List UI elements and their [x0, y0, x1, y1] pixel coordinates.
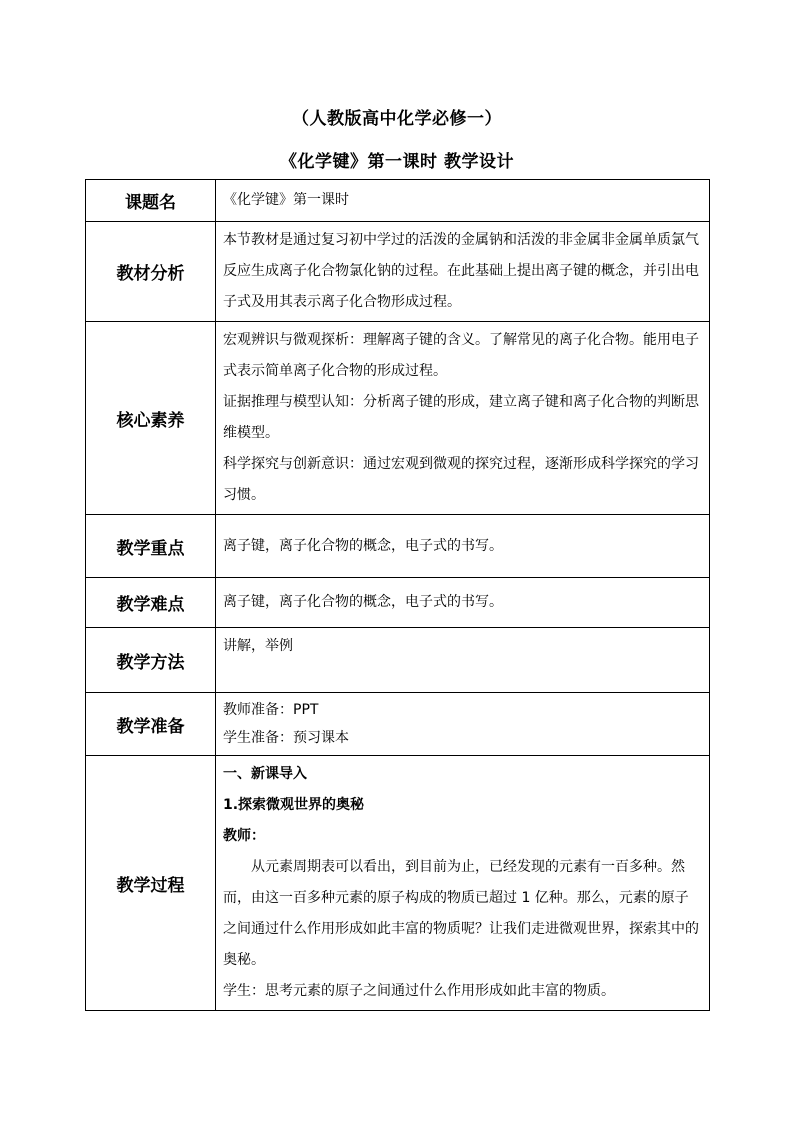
row-analysis [86, 222, 710, 322]
key-points-value: 离子键，离子化合物的概念，电子式的书写。 [216, 515, 710, 578]
document-subtitle: （人教版高中化学必修一） [292, 109, 502, 129]
student-preparation: 学生准备：预习课本 [223, 730, 349, 746]
row-process [86, 756, 710, 1011]
topic-label: 课题名 [86, 180, 216, 222]
student-response: 学生：思考元素的原子之间通过什么作用形成如此丰富的物质。 [223, 983, 615, 999]
difficulties-value: 离子键，离子化合物的概念，电子式的书写。 [216, 578, 710, 628]
row-preparation [86, 693, 710, 756]
row-topic [86, 180, 710, 222]
literacy-label: 核心素养 [86, 322, 216, 515]
lesson-plan-table [85, 179, 710, 1011]
analysis-value: 本节教材是通过复习初中学过的活泼的金属钠和活泼的非金属非金属单质氯气反应生成离子化合物氯化钠的过程。在此基础上提出离子键的概念，并引出电子式及用其表示离子化合物形成过程。 [216, 222, 710, 322]
process-label: 教学过程 [86, 756, 216, 1011]
literacy-paragraph-3: 科学探究与创新意识：通过宏观到微观的探究过程，逐渐形成科学探究的学习习惯。 [223, 456, 699, 503]
topic-value: 《化学键》第一课时 [216, 180, 710, 222]
teacher-preparation: 教师准备：PPT [223, 702, 319, 718]
literacy-paragraph-2: 证据推理与模型认知：分析离子键的形成，建立离子键和离子化合物的判断思维模型。 [223, 394, 699, 441]
analysis-label: 教材分析 [86, 222, 216, 322]
teacher-speech: 从元素周期表可以看出，到目前为止，已经发现的元素有一百多种。然而，由这一百多种元素的原子构成的物质已超过 1 亿种。那么，元素的原子之间通过什么作用形成如此丰富的物质呢？让我们走进微观世界，探索其中的奥秘。 [223, 859, 699, 968]
preparation-label: 教学准备 [86, 693, 216, 756]
process-subsection-heading: 1.探索微观世界的奥秘 [223, 797, 365, 813]
literacy-paragraph-1: 宏观辨识与微观探析：理解离子键的含义。了解常见的离子化合物。能用电子式表示简单离子化合物的形成过程。 [223, 332, 699, 379]
document-title: 《化学键》第一课时 教学设计 [280, 152, 514, 172]
methods-label: 教学方法 [86, 628, 216, 693]
row-difficulties [86, 578, 710, 628]
difficulties-label: 教学难点 [86, 578, 216, 628]
row-literacy [86, 322, 710, 515]
teacher-label: 教师： [223, 828, 265, 844]
process-section-heading: 一、新课导入 [223, 766, 307, 782]
literacy-value [216, 322, 710, 515]
preparation-value [216, 693, 710, 756]
methods-value: 讲解，举例 [216, 628, 710, 693]
row-methods [86, 628, 710, 693]
key-points-label: 教学重点 [86, 515, 216, 578]
row-key-points [86, 515, 710, 578]
process-value [216, 756, 710, 1011]
